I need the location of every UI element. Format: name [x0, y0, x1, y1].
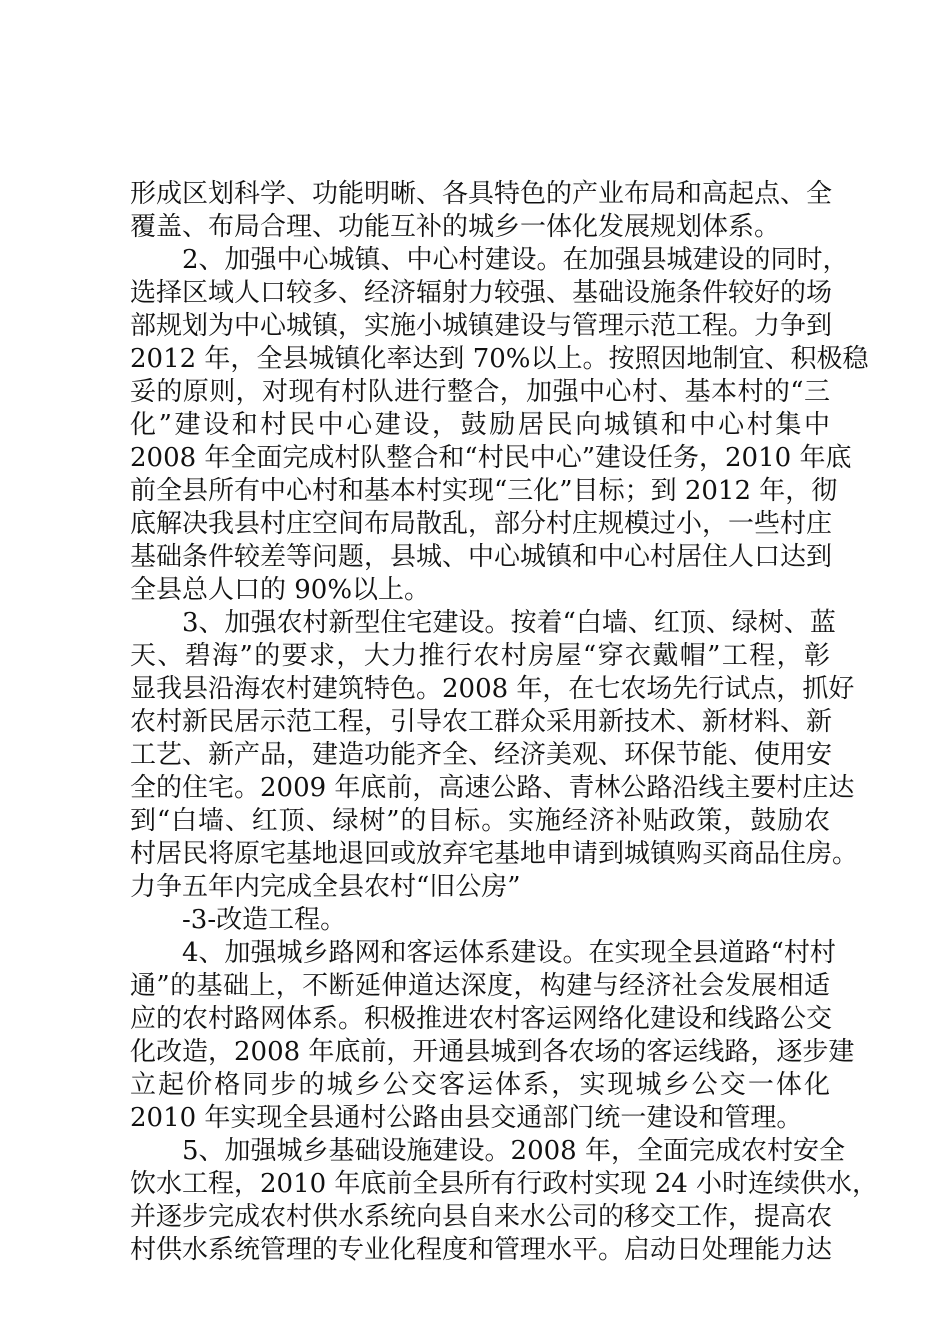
body-text-line: 全的住宅。2009 年底前，高速公路、青林公路沿线主要村庄达: [130, 773, 855, 803]
body-text-line: 前全县所有中心村和基本村实现“三化”目标；到 2012 年，彻: [130, 476, 838, 506]
body-text-line: 村供水系统管理的专业化程度和管理水平。启动日处理能力达: [130, 1235, 833, 1265]
body-text-line: 并逐步完成农村供水系统向县自来水公司的移交工作，提高农: [130, 1202, 833, 1232]
body-text-line: 天、碧海”的要求，大力推行农村房屋“穿衣戴帽”工程，彰: [130, 641, 830, 671]
body-text-line: 覆盖、布局合理、功能互补的城乡一体化发展规划体系。: [130, 212, 781, 242]
body-text-line: 应的农村路网体系。积极推进农村客运网络化建设和线路公交: [130, 1004, 833, 1034]
body-text-line: 全县总人口的 90%以上。: [130, 575, 431, 605]
body-text-line: 部规划为中心城镇，实施小城镇建设与管理示范工程。力争到: [130, 311, 833, 341]
body-text-line: 通”的基础上，不断延伸道达深度，构建与经济社会发展相适: [130, 971, 830, 1001]
body-text-line: 显我县沿海农村建筑特色。2008 年，在七农场先行试点，抓好: [130, 674, 855, 704]
body-text-line: 饮水工程，2010 年底前全县所有行政村实现 24 小时连续供水，: [130, 1169, 879, 1199]
body-text-line: 选择区域人口较多、经济辐射力较强、基础设施条件较好的场: [130, 278, 833, 308]
body-text-line: 2010 年实现全县通村公路由县交通部门统一建设和管理。: [130, 1103, 803, 1133]
body-text-line: 农村新民居示范工程，引导农工群众采用新技术、新材料、新: [130, 707, 833, 737]
paragraph-start-line: 5、加强城乡基础设施建设。2008 年，全面完成农村安全: [182, 1136, 845, 1166]
body-text-line: 力争五年内完成全县农村“旧公房”: [130, 872, 521, 902]
paragraph-start-line: 4、加强城乡路网和客运体系建设。在实现全县道路“村村: [182, 938, 836, 968]
body-text-line: 形成区划科学、功能明晰、各具特色的产业布局和高起点、全: [130, 179, 833, 209]
body-text-line: 基础条件较差等问题，县城、中心城镇和中心村居住人口达到: [130, 542, 833, 572]
body-text-line: 村居民将原宅基地退回或放弃宅基地申请到城镇购买商品住房。: [130, 839, 859, 869]
body-text-line: 妥的原则，对现有村队进行整合，加强中心村、基本村的“三: [130, 377, 830, 407]
body-text-line: 底解决我县村庄空间布局散乱，部分村庄规模过小，一些村庄: [130, 509, 833, 539]
body-text-line: 化改造，2008 年底前，开通县城到各农场的客运线路，逐步建: [130, 1037, 855, 1067]
paragraph-start-line: 2、加强中心城镇、中心村建设。在加强县城建设的同时，: [182, 245, 849, 275]
body-text-line: 到“白墙、红顶、绿树”的目标。实施经济补贴政策，鼓励农: [130, 806, 830, 836]
body-text-line: 立起价格同步的城乡公交客运体系，实现城乡公交一体化: [130, 1070, 830, 1100]
body-text-line: 工艺、新产品，建造功能齐全、经济美观、环保节能、使用安: [130, 740, 833, 770]
page-number-line: -3-改造工程。: [182, 905, 347, 935]
body-text-line: 化”建设和村民中心建设，鼓励居民向城镇和中心村集中: [130, 410, 830, 440]
paragraph-start-line: 3、加强农村新型住宅建设。按着“白墙、红顶、绿树、蓝: [182, 608, 836, 638]
body-text-line: 2008 年全面完成村队整合和“村民中心”建设任务，2010 年底: [130, 443, 852, 473]
body-text-line: 2012 年，全县城镇化率达到 70%以上。按照因地制宜、积极稳: [130, 344, 869, 374]
